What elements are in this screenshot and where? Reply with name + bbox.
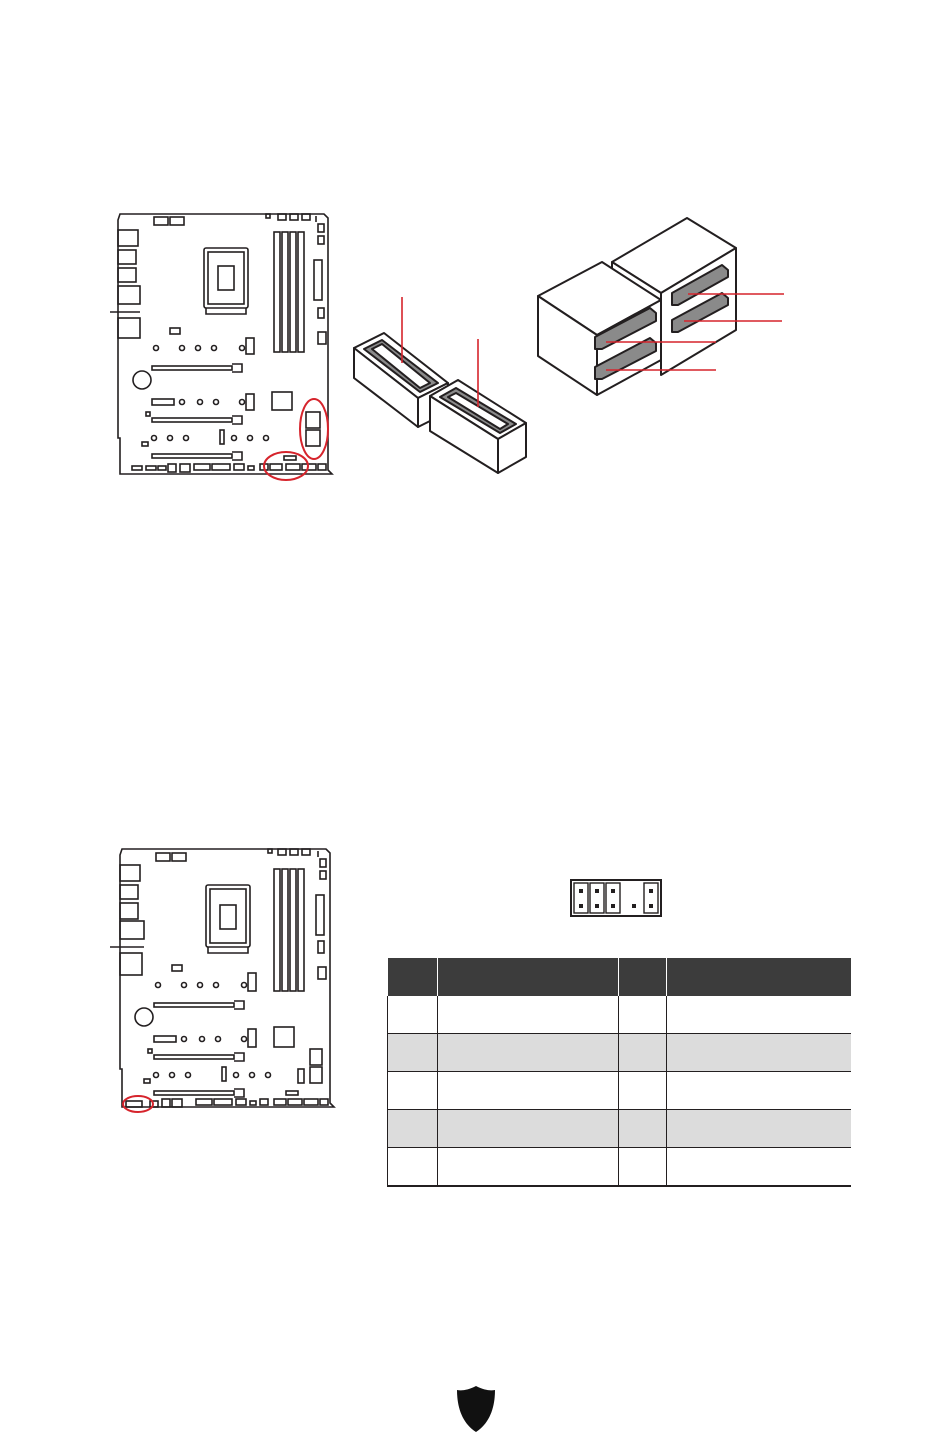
pin-header-icon: [570, 879, 662, 917]
table-cell: [667, 1110, 851, 1148]
table-cell: [438, 996, 619, 1034]
table-cell: [667, 1072, 851, 1110]
table-cell: [619, 1072, 667, 1110]
table-cell: [388, 1072, 438, 1110]
table-cell: [619, 1034, 667, 1072]
table-cell: [667, 1034, 851, 1072]
table-cell: [388, 1110, 438, 1148]
table-cell: [619, 996, 667, 1034]
table-header-cell: [619, 958, 667, 996]
table-cell: [438, 1072, 619, 1110]
table-row: [388, 1110, 851, 1148]
msi-shield-icon: [456, 1385, 496, 1433]
table-cell: [667, 996, 851, 1034]
table-cell: [388, 1148, 438, 1187]
table-header-row: [388, 958, 851, 996]
table-cell: [619, 1148, 667, 1187]
table-row: [388, 1034, 851, 1072]
table-header-cell: [388, 958, 438, 996]
table-cell: [388, 996, 438, 1034]
pin-definition-table: [387, 958, 851, 1187]
table-row: [388, 1148, 851, 1187]
table-cell: [438, 1110, 619, 1148]
sata-connector-diagram: [350, 215, 790, 480]
motherboard-diagram-top: [110, 208, 340, 490]
motherboard-diagram-bottom: [110, 845, 340, 1120]
table-cell: [667, 1148, 851, 1187]
table-cell: [619, 1110, 667, 1148]
table-cell: [438, 1148, 619, 1187]
table-header-cell: [667, 958, 851, 996]
table-row: [388, 1072, 851, 1110]
table-header-cell: [438, 958, 619, 996]
table-cell: [388, 1034, 438, 1072]
table-cell: [438, 1034, 619, 1072]
table-row: [388, 996, 851, 1034]
